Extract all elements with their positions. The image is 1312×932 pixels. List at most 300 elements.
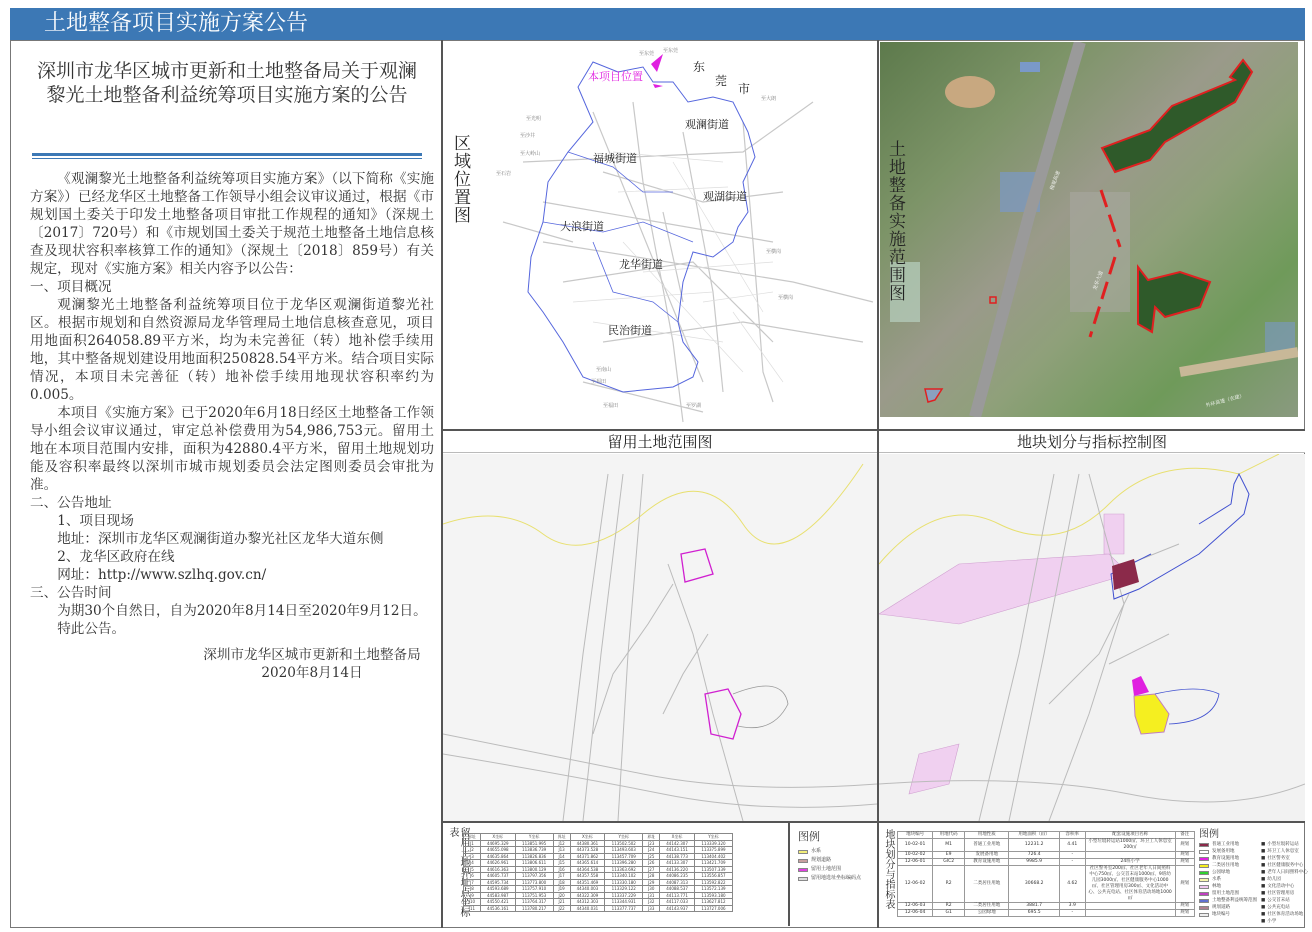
table-cell: 规划 bbox=[1175, 903, 1194, 910]
legend-item bbox=[1199, 904, 1257, 911]
column-header: X坐标 bbox=[570, 834, 605, 841]
region-location-map bbox=[443, 42, 877, 429]
table-cell: 113773.800 bbox=[515, 879, 553, 886]
road-label: 梅观高速 bbox=[1049, 170, 1062, 192]
table-cell: 二类居住用地 bbox=[965, 903, 1009, 910]
table-cell: - bbox=[1059, 852, 1085, 859]
edge-label: 至罗湖 bbox=[686, 403, 702, 409]
table-cell: 44113.771 bbox=[660, 892, 695, 899]
table-row bbox=[898, 859, 1195, 866]
map-title: 土地整备实施范围图 bbox=[885, 140, 905, 302]
table-row bbox=[464, 905, 733, 912]
table-cell: 小型垃圾转运站1000㎡、环卫工人休息室200㎡ bbox=[1085, 839, 1175, 852]
city-label: 东 bbox=[693, 60, 706, 74]
table-cell: 44655.098 bbox=[480, 847, 515, 854]
table-cell: 规划 bbox=[1175, 866, 1194, 903]
index-table-panel bbox=[879, 823, 1308, 926]
column-header: Y坐标 bbox=[515, 834, 553, 841]
legend-item bbox=[1199, 897, 1257, 904]
edge-label: 至沙井 bbox=[520, 133, 536, 139]
table-cell: 695.5 bbox=[1009, 910, 1060, 917]
table-title: 留用土地界址点坐标表 bbox=[447, 827, 469, 917]
table-cell: 113757.910 bbox=[515, 886, 553, 893]
table-cell: J16 bbox=[553, 866, 570, 873]
edge-label: 至横岗 bbox=[766, 249, 782, 255]
table-cell: 113502.502 bbox=[605, 840, 643, 847]
legend-item bbox=[1261, 869, 1308, 876]
table-cell: J1 bbox=[464, 840, 481, 847]
table-cell: 规划 bbox=[1175, 852, 1194, 859]
edge-label: 至大岭山 bbox=[520, 151, 541, 157]
table-row bbox=[898, 903, 1195, 910]
index-table bbox=[897, 831, 1195, 917]
street-label: 民治街道 bbox=[608, 324, 652, 337]
table-cell: 12-06-04 bbox=[898, 910, 933, 917]
table-cell: J30 bbox=[643, 886, 660, 893]
table-cell: 44088.537 bbox=[660, 886, 695, 893]
edge-label: 至东莞 bbox=[639, 51, 655, 57]
table-cell: 发展备用地 bbox=[965, 852, 1009, 859]
street-label: 龙华街道 bbox=[619, 258, 663, 271]
retained-land-map bbox=[443, 454, 877, 821]
legend-swatch bbox=[1199, 871, 1209, 875]
table-cell: 二类居住用地 bbox=[965, 866, 1009, 903]
table-cell: 3.9 bbox=[1059, 903, 1085, 910]
facility-icon: ■ bbox=[1261, 863, 1266, 868]
legend-title: 图例 bbox=[798, 830, 820, 843]
table-cell: J33 bbox=[643, 905, 660, 912]
table-cell: 44536.161 bbox=[480, 905, 515, 912]
table-cell: GIC2 bbox=[933, 859, 965, 866]
edge-label: 至光明 bbox=[526, 116, 542, 122]
legend-swatch bbox=[1199, 857, 1209, 861]
paragraph: 观澜黎光土地整备利益统筹项目位于龙华区观澜街道黎光社区。根据市规划和自然资源局龙华管理局土地信息核查意见，项目用地面积264058.89平方米，均为未完善征（转）地补偿手续用地，其中整备规划建设用地面积250828.54平方米。结合项目实际情况，本项目未完善征（转）地补偿手续用地现状容积率约为0.005。 bbox=[30, 297, 434, 403]
table-cell: - bbox=[1059, 859, 1085, 866]
table-cell: 30668.2 bbox=[1009, 866, 1060, 903]
legend-swatch bbox=[1199, 906, 1209, 910]
table-cell: 113337.229 bbox=[605, 892, 643, 899]
table-cell: 113329.122 bbox=[605, 886, 643, 893]
table-cell: 44322.309 bbox=[570, 892, 605, 899]
facility-icon: ■ bbox=[1261, 905, 1266, 910]
facility-icon: ■ bbox=[1261, 919, 1266, 924]
facility-icon: ■ bbox=[1261, 898, 1266, 903]
legend-swatch bbox=[798, 868, 808, 872]
table-cell: 12-06-01 bbox=[898, 859, 933, 866]
table-cell: 113556.857 bbox=[694, 873, 732, 880]
facility-icon: ■ bbox=[1261, 884, 1266, 889]
plot-map-graphic bbox=[879, 454, 1305, 821]
divider bbox=[788, 823, 790, 926]
table-cell: J3 bbox=[464, 853, 481, 860]
satellite-map bbox=[880, 42, 1298, 417]
title-line: 深圳市龙华区城市更新和土地整备局关于观澜 bbox=[36, 60, 417, 82]
table-cell: 44351.469 bbox=[570, 879, 605, 886]
table-cell: 44616.363 bbox=[480, 866, 515, 873]
column-header: 配套设施项目名称 bbox=[1085, 832, 1175, 839]
edge-label: 至东莞 bbox=[663, 48, 679, 54]
legend-label: 水系 bbox=[811, 848, 822, 854]
legend-label: 环卫工人休息室 bbox=[1267, 849, 1299, 854]
legend-item bbox=[1261, 855, 1308, 862]
table-cell: 9985.9 bbox=[1009, 859, 1060, 866]
legend-item bbox=[1199, 876, 1257, 883]
title-line: 黎光土地整备利益统筹项目实施方案的公告 bbox=[46, 84, 408, 106]
table-cell: 44626.961 bbox=[480, 860, 515, 867]
table-cell: 44550.421 bbox=[480, 899, 515, 906]
table-cell: 113377.737 bbox=[605, 905, 643, 912]
header-title: 土地整备项目实施方案公告 bbox=[44, 11, 309, 36]
table-cell: 44143.151 bbox=[660, 847, 695, 854]
facility-icon: ■ bbox=[1261, 856, 1266, 861]
table-title: 地块划分与指标表 bbox=[883, 829, 894, 909]
city-label: 莞 bbox=[715, 74, 728, 88]
table-cell: 113627.812 bbox=[694, 899, 732, 906]
table-cell bbox=[1085, 852, 1175, 859]
street-label: 观澜街道 bbox=[685, 118, 729, 131]
list-item: 1、项目现场 bbox=[57, 513, 134, 529]
table-cell: J26 bbox=[643, 860, 660, 867]
table-row bbox=[898, 839, 1195, 852]
legend-label: 社区警务室 bbox=[1267, 856, 1290, 861]
table-cell: 教育设施用地 bbox=[965, 859, 1009, 866]
legend-item bbox=[798, 865, 861, 874]
table-cell: 44605.737 bbox=[480, 873, 515, 880]
table-cell: J28 bbox=[643, 873, 660, 880]
table-row bbox=[898, 852, 1195, 859]
legend-swatch bbox=[798, 877, 808, 881]
table-cell: 113593.180 bbox=[694, 892, 732, 899]
legend-swatch bbox=[1199, 864, 1209, 868]
table-cell: J27 bbox=[643, 866, 660, 873]
legend-label: 教育设施用地 bbox=[1212, 856, 1239, 861]
table-cell: J7 bbox=[464, 879, 481, 886]
table-row bbox=[898, 866, 1195, 903]
table-cell: J4 bbox=[464, 860, 481, 867]
city-label: 市 bbox=[738, 82, 751, 96]
legend-swatch bbox=[1199, 885, 1209, 889]
table-row bbox=[898, 910, 1195, 917]
table-cell: J9 bbox=[464, 892, 481, 899]
legend-swatch bbox=[1199, 899, 1209, 903]
legend-item bbox=[798, 856, 861, 865]
facility-icon: ■ bbox=[1261, 891, 1266, 896]
retained-map-graphic bbox=[443, 454, 877, 821]
legend-label: 留用土地范围 bbox=[1212, 891, 1239, 896]
column-header: 界址 bbox=[464, 834, 481, 841]
table-cell: 44312.303 bbox=[570, 899, 605, 906]
table-cell: 普通工业用地 bbox=[965, 839, 1009, 852]
legend-item bbox=[1261, 876, 1308, 883]
legend-swatch bbox=[1199, 843, 1209, 847]
table-cell: 113727.006 bbox=[694, 905, 732, 912]
legend-item bbox=[1199, 841, 1257, 848]
table-cell: J24 bbox=[643, 847, 660, 854]
table-cell: - bbox=[1059, 910, 1085, 917]
table-cell: 44373.528 bbox=[570, 847, 605, 854]
title-rule bbox=[32, 153, 422, 156]
legend-item bbox=[1261, 848, 1308, 855]
table-cell: J22 bbox=[553, 905, 570, 912]
legend-label: 老年人日间照料中心 bbox=[1267, 870, 1308, 875]
table-cell: J11 bbox=[464, 905, 481, 912]
signature bbox=[192, 646, 432, 682]
road-label: 外环高速（在建） bbox=[1205, 392, 1246, 410]
table-cell: 113797.356 bbox=[515, 873, 553, 880]
table-cell: 44087.313 bbox=[660, 879, 695, 886]
legend-label: 留用土地范围 bbox=[811, 866, 842, 872]
table-cell: 4.62 bbox=[1059, 866, 1085, 903]
legend-label: 幼儿园 bbox=[1267, 877, 1281, 882]
table-cell: 113493.603 bbox=[605, 847, 643, 854]
legend-item bbox=[1199, 869, 1257, 876]
coordinate-table-panel bbox=[443, 823, 877, 926]
facility-icon: ■ bbox=[1261, 912, 1266, 917]
legend-label: 林地 bbox=[1212, 884, 1221, 889]
legend-item bbox=[798, 874, 861, 883]
paragraph: 本项目《实施方案》已于2020年6月18日经区土地整备工作领导小组会议审议通过，审定总补偿费用为54,986,753元。留用土地在本项目范围内安排，面积为42880.4平方米，留用土地规划功能及容积率最终以深圳市城市规划委员会法定图则委员会审批为准。 bbox=[30, 405, 434, 493]
legend-label: 二类居住用地 bbox=[1212, 863, 1239, 868]
street-label: 观湖街道 bbox=[703, 190, 747, 203]
legend-item bbox=[1199, 890, 1257, 897]
table-cell: 113780.217 bbox=[515, 905, 553, 912]
table-cell: 113592.822 bbox=[694, 879, 732, 886]
table-cell: G1 bbox=[933, 910, 965, 917]
table-cell: 公园绿地 bbox=[965, 910, 1009, 917]
table-cell: 44595.734 bbox=[480, 879, 515, 886]
coordinate-table bbox=[463, 833, 733, 912]
table-cell: 44086.235 bbox=[660, 873, 695, 880]
legend-swatch bbox=[1199, 878, 1209, 882]
plot-legend bbox=[1199, 825, 1308, 925]
table-cell: 12-06-02 bbox=[898, 866, 933, 903]
table-cell: M1 bbox=[933, 839, 965, 852]
table-cell: 113572.139 bbox=[694, 886, 732, 893]
table-cell bbox=[1085, 910, 1175, 917]
column-header: 用地性质 bbox=[965, 832, 1009, 839]
address: 地址：深圳市龙华区观澜街道办黎光社区龙华大道东侧 bbox=[57, 531, 384, 547]
website-link[interactable]: 网址：http://www.szlhq.gov.cn/ bbox=[57, 567, 267, 583]
table-cell: 44136.220 bbox=[660, 866, 695, 873]
table-cell: 113339.320 bbox=[694, 840, 732, 847]
legend-item bbox=[1261, 897, 1308, 904]
street-label: 大浪街道 bbox=[560, 220, 604, 233]
legend-item bbox=[1261, 883, 1308, 890]
legend-label: 规划道路 bbox=[1212, 905, 1230, 910]
table-cell: 113396.280 bbox=[605, 860, 643, 867]
table-cell: 44138.773 bbox=[660, 853, 695, 860]
legend-item bbox=[1261, 862, 1308, 869]
legend-item bbox=[1261, 890, 1308, 897]
notice-body bbox=[30, 170, 434, 638]
table-cell: 44357.558 bbox=[570, 873, 605, 880]
notice-title bbox=[12, 59, 442, 107]
edge-label: 至南山 bbox=[596, 367, 612, 373]
table-cell: 44117.033 bbox=[660, 899, 695, 906]
legend-label: 普通工业用地 bbox=[1212, 842, 1239, 847]
edge-label: 至福田 bbox=[591, 379, 607, 385]
page-header bbox=[10, 8, 1305, 40]
legend-label: 社区体育活动场地 bbox=[1267, 912, 1304, 917]
legend-label: 公共充电站 bbox=[1267, 905, 1290, 910]
table-cell: 规划 bbox=[1175, 859, 1194, 866]
table-cell: R2 bbox=[933, 866, 965, 903]
legend-label: 水系 bbox=[1212, 877, 1221, 882]
plot-division-map bbox=[879, 454, 1305, 821]
legend-label: 发展备用地 bbox=[1212, 849, 1235, 854]
column-header: 地块编号 bbox=[898, 832, 933, 839]
street-label: 福城街道 bbox=[593, 152, 637, 165]
facility-icon: ■ bbox=[1261, 870, 1266, 875]
column-header: Y坐标 bbox=[605, 834, 643, 841]
satellite-graphic bbox=[880, 42, 1298, 417]
table-cell: 113851.995 bbox=[515, 840, 553, 847]
table-cell: 10-02-02 bbox=[898, 852, 933, 859]
table-cell: J18 bbox=[553, 879, 570, 886]
table-cell: 社区警务室200㎡、社区老年人日间照料中心750㎡、公交首末站1000㎡、9班幼儿园3000㎡、社区健康服务中心1000㎡、社区管理用房300㎡、文化活动中心、公共充电站、社区体育活动场地1000㎡ bbox=[1085, 866, 1175, 903]
table-cell: 113806.611 bbox=[515, 860, 553, 867]
table-cell: 44142.307 bbox=[660, 840, 695, 847]
table-cell: 113507.339 bbox=[694, 866, 732, 873]
table-cell: 113421.709 bbox=[694, 860, 732, 867]
column-header: 界址 bbox=[643, 834, 660, 841]
legend-item bbox=[1199, 848, 1257, 855]
period: 为期30个自然日，自为2020年8月14日至2020年9月12日。 bbox=[57, 603, 427, 619]
table-cell: 3881.7 bbox=[1009, 903, 1060, 910]
table-cell: J29 bbox=[643, 879, 660, 886]
table-cell: J17 bbox=[553, 873, 570, 880]
table-cell: J14 bbox=[553, 853, 570, 860]
legend-swatch bbox=[1199, 913, 1209, 917]
intro: 《观澜黎光土地整备利益统筹项目实施方案》（以下简称《实施方案》）已经龙华区土地整备工作领导小组会议审议通过，根据《市规划国土委关于印发土地整备项目审批工作规程的通知》（深规土〔2017〕720号）和《市规划国土委关于规范土地整备土地信息核查及现状容积率核算工作的通知》（深规土〔2018〕859号）有关规定，现对《实施方案》相关内容予以公告： bbox=[30, 171, 434, 277]
edge-label: 至横岗 bbox=[778, 295, 794, 301]
table-cell: J23 bbox=[643, 840, 660, 847]
edge-label: 至大朗 bbox=[761, 96, 777, 102]
table-cell: 12231.2 bbox=[1009, 839, 1060, 852]
legend-label: 留用地选址坐标编码点 bbox=[811, 875, 862, 881]
notice-panel bbox=[12, 42, 442, 926]
legend-item bbox=[1199, 883, 1257, 890]
table-cell: J31 bbox=[643, 892, 660, 899]
table-cell: 113457.709 bbox=[605, 853, 643, 860]
table-cell: 44593.689 bbox=[480, 886, 515, 893]
project-location-label: 本项目位置 bbox=[588, 70, 643, 83]
legend-label: 土地整备利益统筹范围 bbox=[1212, 898, 1257, 903]
table-cell: 44133.307 bbox=[660, 860, 695, 867]
legend-label: 小学 bbox=[1267, 919, 1277, 924]
table-cell: 12-06-03 bbox=[898, 903, 933, 910]
table-cell: J12 bbox=[553, 840, 570, 847]
title-rule bbox=[32, 158, 422, 159]
table-cell: 44143.937 bbox=[660, 905, 695, 912]
facility-icon: ■ bbox=[1261, 849, 1266, 854]
legend-item bbox=[1261, 911, 1308, 918]
legend-swatch bbox=[1199, 850, 1209, 854]
table-cell: 113800.129 bbox=[515, 866, 553, 873]
table-cell: J13 bbox=[553, 847, 570, 854]
table-cell: J10 bbox=[464, 899, 481, 906]
retained-legend bbox=[798, 828, 861, 883]
table-cell: 113764.317 bbox=[515, 899, 553, 906]
table-cell: E9 bbox=[933, 852, 965, 859]
legend-item bbox=[1261, 918, 1308, 925]
table-cell: J20 bbox=[553, 892, 570, 899]
legend-label: 公交首末站 bbox=[1267, 898, 1290, 903]
table-cell: J21 bbox=[553, 899, 570, 906]
column-header: X坐标 bbox=[480, 834, 515, 841]
legend-swatch bbox=[798, 850, 808, 854]
table-cell: J15 bbox=[553, 860, 570, 867]
table-cell: 44365.614 bbox=[570, 860, 605, 867]
facility-icon: ■ bbox=[1261, 877, 1266, 882]
legend-swatch bbox=[798, 859, 808, 863]
legend-item bbox=[1199, 855, 1257, 862]
table-cell: 规划 bbox=[1175, 910, 1194, 917]
table-cell: 4.41 bbox=[1059, 839, 1085, 852]
table-cell: 113375.899 bbox=[694, 847, 732, 854]
legend-label: 小型垃圾转运站 bbox=[1267, 842, 1299, 847]
table-cell: R2 bbox=[933, 903, 965, 910]
legend-label: 社区健康服务中心 bbox=[1267, 863, 1304, 868]
table-cell bbox=[1085, 903, 1175, 910]
legend-label: 公园绿地 bbox=[1212, 870, 1230, 875]
table-cell: 113330.180 bbox=[605, 879, 643, 886]
legend-label: 文化活动中心 bbox=[1267, 884, 1295, 889]
closing: 特此公告。 bbox=[57, 621, 126, 637]
table-cell: J2 bbox=[464, 847, 481, 854]
section-heading: 一、项目概况 bbox=[30, 279, 112, 295]
table-cell: 44695.329 bbox=[480, 840, 515, 847]
legend-swatch bbox=[1199, 892, 1209, 896]
table-cell: 113404.402 bbox=[694, 853, 732, 860]
column-header: X坐标 bbox=[660, 834, 695, 841]
column-header: Y坐标 bbox=[694, 834, 732, 841]
section-heading: 三、公告时间 bbox=[30, 585, 112, 601]
edge-label: 至石岩 bbox=[496, 171, 512, 177]
table-cell: 113344.931 bbox=[605, 899, 643, 906]
table-cell: 44371.862 bbox=[570, 853, 605, 860]
region-map-graphic bbox=[443, 42, 877, 429]
legend-title: 图例 bbox=[1199, 829, 1219, 840]
legend-label: 地块编号 bbox=[1212, 912, 1230, 917]
column-header: 容积率 bbox=[1059, 832, 1085, 839]
legend-item bbox=[1261, 841, 1308, 848]
table-cell: J19 bbox=[553, 886, 570, 893]
legend-item bbox=[1199, 862, 1257, 869]
table-cell: 10-02-01 bbox=[898, 839, 933, 852]
road-label: 龙华大道 bbox=[1092, 270, 1105, 292]
legend-label: 规划道路 bbox=[811, 857, 832, 863]
legend-item bbox=[1199, 911, 1257, 918]
map-title: 区域位置图 bbox=[450, 134, 470, 224]
table-cell: 113826.836 bbox=[515, 853, 553, 860]
legend-label: 社区管理用房 bbox=[1267, 891, 1295, 896]
column-header: 界址 bbox=[553, 834, 570, 841]
table-cell: 44583.987 bbox=[480, 892, 515, 899]
panel-title: 地块划分与指标控制图 bbox=[879, 431, 1305, 453]
table-cell: J5 bbox=[464, 866, 481, 873]
table-cell: 24班小学 bbox=[1085, 859, 1175, 866]
table-cell: J32 bbox=[643, 899, 660, 906]
table-cell: 44340.003 bbox=[570, 886, 605, 893]
panel-title: 留用土地范围图 bbox=[443, 431, 877, 453]
edge-label: 至福田 bbox=[603, 403, 619, 409]
legend-item bbox=[1261, 904, 1308, 911]
table-cell: J25 bbox=[643, 853, 660, 860]
table-cell: J6 bbox=[464, 873, 481, 880]
table-cell: 44380.361 bbox=[570, 840, 605, 847]
table-cell: 44635.864 bbox=[480, 853, 515, 860]
